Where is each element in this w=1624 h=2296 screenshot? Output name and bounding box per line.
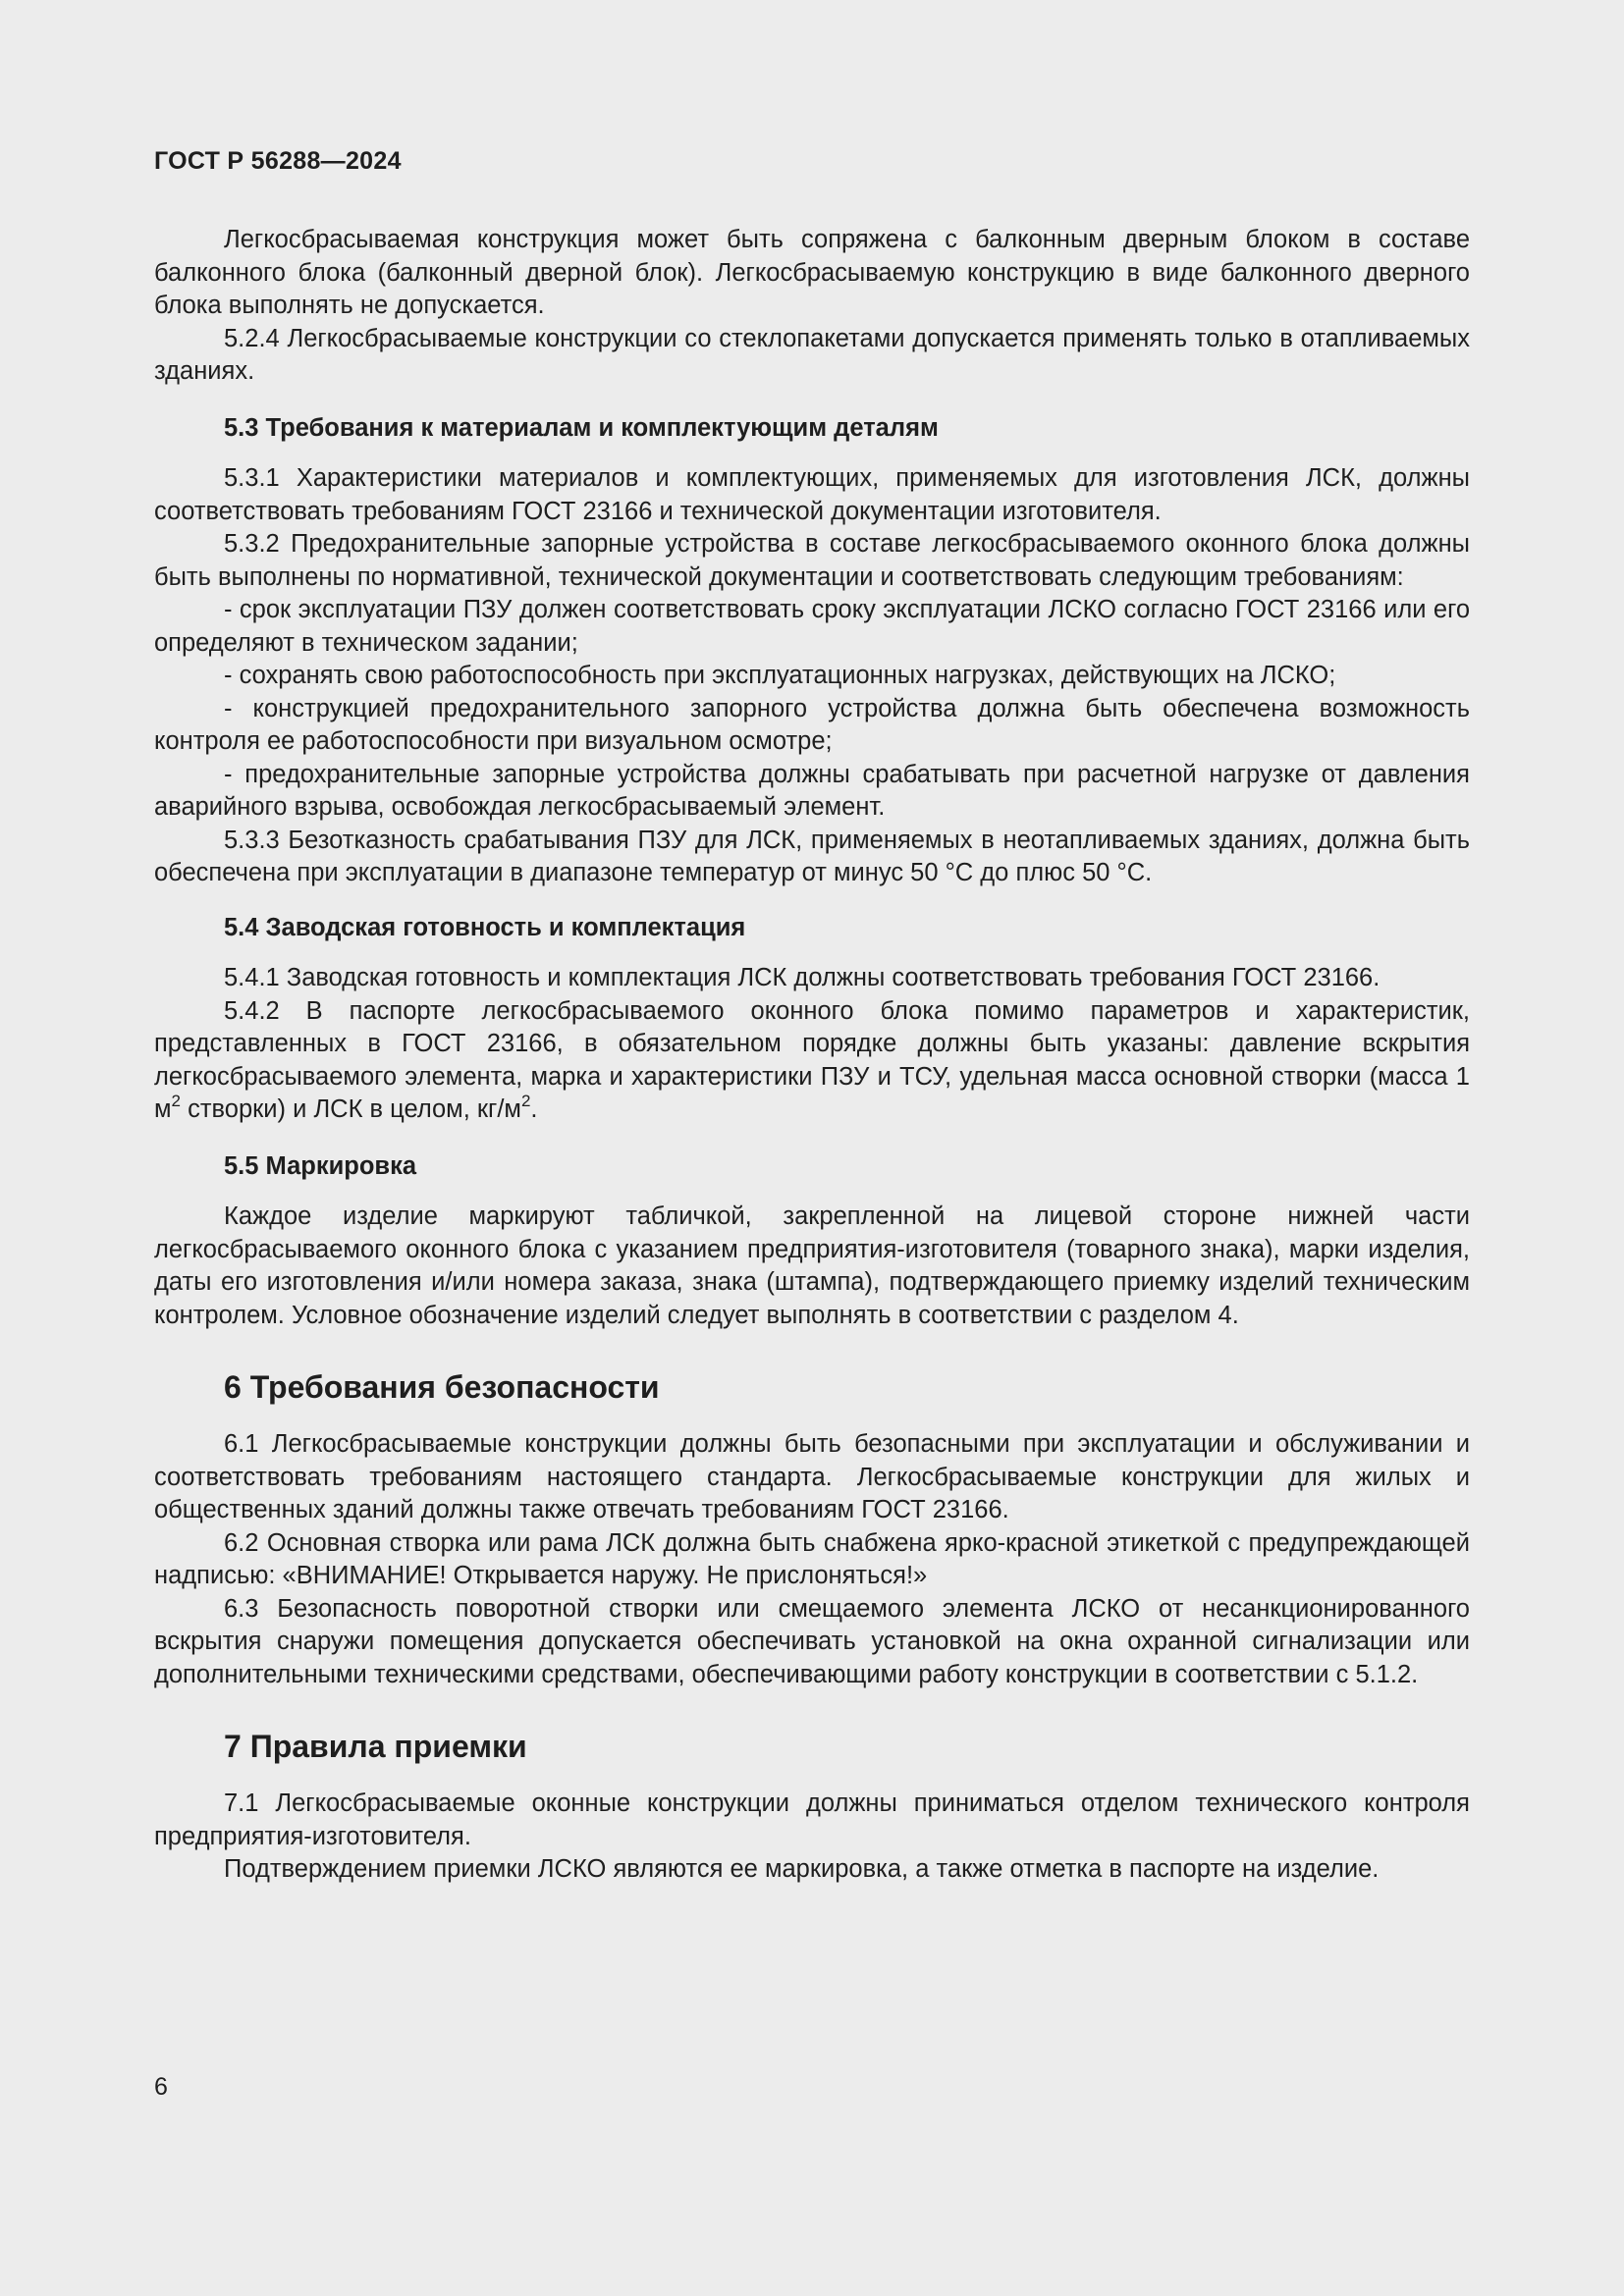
list-item: - сохранять свою работоспособность при эксплуатационных нагрузках, действующих на ЛСКО; [224,662,1336,689]
paragraph: Подтверждением приемки ЛСКО являются ее маркировка, а также отметка в паспорте на изделие. [224,1855,1380,1883]
paragraph: 6.3 Безопасность поворотной створки или смещаемого элемента ЛСКО от несанкционированного вскрытия снаружи помещения допускается обеспечивать установкой на окна охранной сигнализации или дополнительными техническими средствами, обеспечивающими работу конструкции в соответствии с 5.1.2. [154,1594,1470,1688]
text-run: . [530,1095,538,1123]
paragraph: 6.1 Легкосбрасываемые конструкции должны быть безопасными при эксплуатации и обслуживании и соответствовать требованиям настоящего стандарта. Легкосбрасываемые конструкции для жилых и общественных зданий должны также отвечать требованиям ГОСТ 23166. [154,1430,1470,1523]
list-item: - конструкцией предохранительного запорного устройства должна быть обеспечена возможность контроля ее работоспособности при визуальном осмотре; [154,694,1470,755]
superscript: 2 [171,1092,181,1110]
paragraph: 5.2.4 Легкосбрасываемые конструкции со стеклопакетами допускается применять только в отапливаемых зданиях. [154,324,1470,385]
superscript: 2 [520,1092,531,1110]
paragraph: 5.3.1 Характеристики материалов и комплектующих, применяемых для изготовления ЛСК, должны соответствовать требованиям ГОСТ 23166 и технической документации изготовителя. [154,464,1470,525]
paragraph: Каждое изделие маркируют табличкой, закрепленной на лицевой стороне нижней части легкосбрасываемого оконного блока с указанием предприятия-изготовителя (товарного знака), марки изделия, даты его изготовления и/или номера заказа, знака (штампа), подтверждающего приемку изделий техническим контролем. Условное обозначение изделий следует выполнять в соответствии с разделом 4. [154,1202,1470,1329]
document-page [154,147,1470,1887]
paragraph [154,995,1470,1127]
paragraph: 5.3.2 Предохранительные запорные устройства в составе легкосбрасываемого оконного блока должны быть выполнены по нормативной, технической документации и соответствовать следующим требованиям: [154,530,1470,591]
section-heading-5-3: 5.3 Требования к материалам и комплектующим деталям [224,413,939,442]
section-heading-7: 7 Правила приемки [224,1729,527,1764]
list-item: - срок эксплуатации ПЗУ должен соответствовать сроку эксплуатации ЛСКО согласно ГОСТ 23166 или его определяют в техническом задании; [154,596,1470,657]
section-heading-6: 6 Требования безопасности [224,1369,660,1405]
paragraph: 6.2 Основная створка или рама ЛСК должна быть снабжена ярко-красной этикеткой с предупреждающей надписью: «ВНИМАНИЕ! Открывается наружу. Не прислоняться!» [154,1528,1470,1589]
page-number: 6 [154,2073,168,2101]
paragraph: 7.1 Легкосбрасываемые оконные конструкции должны приниматься отделом технического контроля предприятия-изготовителя. [154,1789,1470,1850]
paragraph: Легкосбрасываемая конструкция может быть сопряжена с балконным дверным блоком в составе балконного блока (балконный дверной блок). Легкосбрасываемую конструкцию в виде балконного дверного блока выполнять не допускается. [154,226,1470,319]
paragraph: 5.4.1 Заводская готовность и комплектация ЛСК должны соответствовать требования ГОСТ 23166. [224,964,1380,991]
list-item: - предохранительные запорные устройства должны срабатывать при расчетной нагрузке от давления аварийного взрыва, освобождая легкосбрасываемый элемент. [154,760,1470,821]
document-header: ГОСТ Р 56288—2024 [154,147,402,175]
section-heading-5-5: 5.5 Маркировка [224,1151,417,1180]
text-run: створки) и ЛСК в целом, кг/м [181,1095,521,1123]
paragraph: 5.3.3 Безотказность срабатывания ПЗУ для ЛСК, применяемых в неотапливаемых зданиях, должна быть обеспечена при эксплуатации в диапазоне температур от минус 50 °С до плюс 50 °С. [154,826,1470,886]
text-run: 5.4.2 В паспорте легкосбрасываемого оконного блока помимо параметров и характеристик, представленных в ГОСТ 23166, в обязательном порядке должны быть указаны: давление вскрытия легкосбрасываемого элемента, марка и характеристики ПЗУ и ТСУ, удельная масса основной створки (масса 1 м [154,996,1470,1123]
section-heading-5-4: 5.4 Заводская готовность и комплектация [224,913,746,941]
